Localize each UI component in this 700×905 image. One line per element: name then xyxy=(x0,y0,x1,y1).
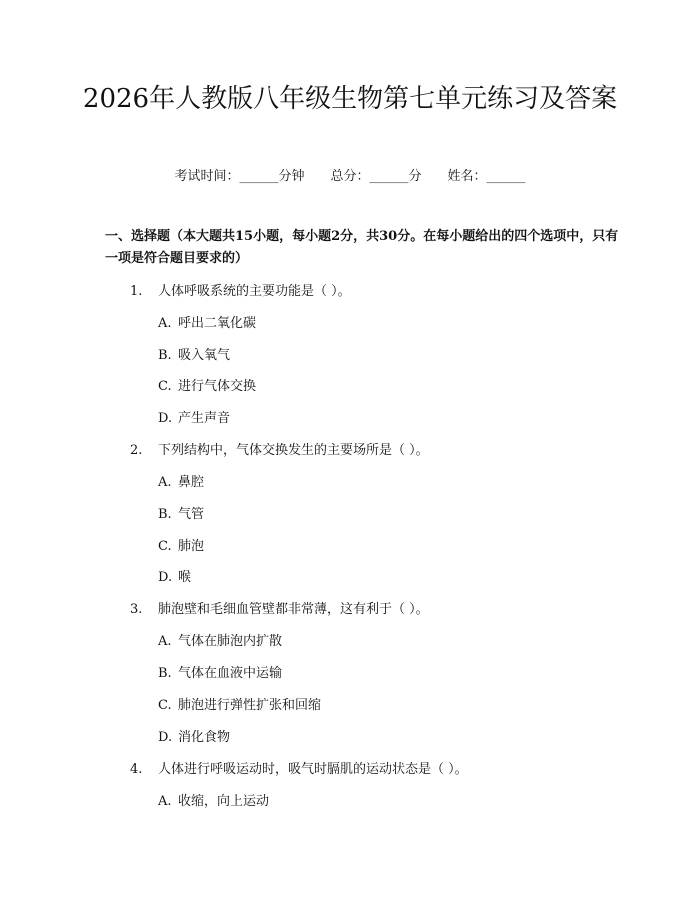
question-text: 人体呼吸系统的主要功能是（ ）。 xyxy=(158,284,351,299)
document-title: 2026年人教版八年级生物第七单元练习及答案 xyxy=(82,84,618,114)
question-text: 人体进行呼吸运动时，吸气时膈肌的运动状态是（ ）。 xyxy=(158,762,468,777)
question-1-option-c xyxy=(158,377,256,397)
question-2 xyxy=(130,441,429,461)
option-letter: C. xyxy=(158,698,172,713)
question-text: 下列结构中，气体交换发生的主要场所是（ ）。 xyxy=(158,443,429,458)
question-2-option-a xyxy=(158,473,204,493)
option-text: 吸入氧气 xyxy=(178,348,231,363)
option-letter: A. xyxy=(158,634,172,649)
option-letter: A. xyxy=(158,316,172,331)
option-text: 气体在血液中运输 xyxy=(178,666,283,681)
question-number: 4. xyxy=(130,762,143,777)
option-letter: D. xyxy=(158,570,173,585)
option-text: 肺泡 xyxy=(178,539,205,554)
option-text: 气体在肺泡内扩散 xyxy=(178,634,283,649)
option-text: 喉 xyxy=(178,570,192,585)
question-3-option-c xyxy=(158,696,321,716)
option-letter: A. xyxy=(158,475,172,490)
option-letter: B. xyxy=(158,348,172,363)
option-text: 肺泡进行弹性扩张和回缩 xyxy=(178,698,322,713)
question-1-option-b xyxy=(158,346,230,366)
question-number: 3. xyxy=(130,602,143,617)
question-2-option-d xyxy=(158,568,191,588)
option-letter: C. xyxy=(158,379,172,394)
option-text: 呼出二氧化碳 xyxy=(178,316,257,331)
exam-total-score: 总分：______分 xyxy=(330,169,422,184)
option-letter: C. xyxy=(158,539,172,554)
question-4-option-a xyxy=(158,792,269,812)
section-heading: 一、选择题（本大题共15小题，每小题2分，共30分。在每小题给出的四个选项中，只有一项是符合题目要求的） xyxy=(105,229,619,266)
exam-time: 考试时间：______分钟 xyxy=(174,169,305,184)
question-3 xyxy=(130,600,429,620)
question-3-option-b xyxy=(158,664,282,684)
option-text: 收缩，向上运动 xyxy=(178,794,270,809)
option-text: 产生声音 xyxy=(178,411,231,426)
question-text: 肺泡壁和毛细血管壁都非常薄，这有利于（ ）。 xyxy=(158,602,429,617)
option-letter: B. xyxy=(158,666,172,681)
question-1-option-d xyxy=(158,409,230,429)
question-3-option-a xyxy=(158,632,282,652)
question-4 xyxy=(130,760,468,780)
question-2-option-b xyxy=(158,505,204,525)
question-1 xyxy=(130,282,351,302)
option-text: 气管 xyxy=(178,507,205,522)
question-1-option-a xyxy=(158,314,256,334)
option-letter: B. xyxy=(158,507,172,522)
exam-info xyxy=(0,167,700,187)
option-text: 进行气体交换 xyxy=(178,379,257,394)
question-3-option-d xyxy=(158,728,230,748)
option-letter: D. xyxy=(158,411,173,426)
question-2-option-c xyxy=(158,537,204,557)
question-number: 2. xyxy=(130,443,143,458)
option-text: 鼻腔 xyxy=(178,475,205,490)
option-letter: D. xyxy=(158,730,173,745)
option-letter: A. xyxy=(158,794,172,809)
exam-name-field: 姓名：______ xyxy=(447,169,526,184)
option-text: 消化食物 xyxy=(178,730,231,745)
question-number: 1. xyxy=(130,284,143,299)
